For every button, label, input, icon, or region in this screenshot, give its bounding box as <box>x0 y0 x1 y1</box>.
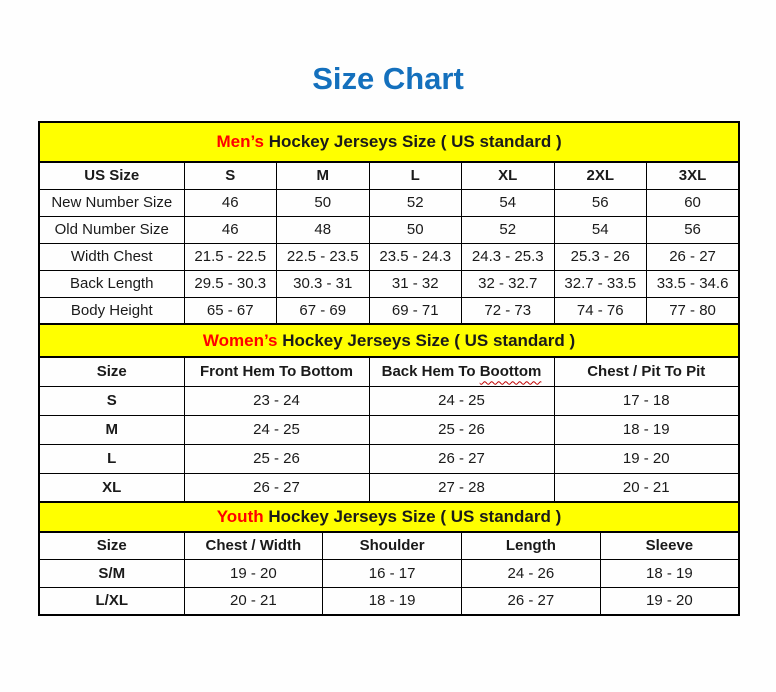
table-cell: 72 - 73 <box>462 297 555 324</box>
table-row <box>39 415 739 444</box>
table-cell: 21.5 - 22.5 <box>184 243 277 270</box>
youth-banner-text: Hockey Jerseys Size ( US standard ) <box>263 507 562 526</box>
table-row <box>39 243 739 270</box>
column-header: Front Hem To Bottom <box>184 357 369 386</box>
table-cell: 18 - 19 <box>600 559 739 587</box>
page-title: Size Chart <box>312 61 464 96</box>
table-cell: 65 - 67 <box>184 297 277 324</box>
row-label: XL <box>39 473 184 502</box>
womens-header-row <box>39 357 739 386</box>
column-header: L <box>369 162 462 189</box>
table-cell: 30.3 - 31 <box>277 270 370 297</box>
table-cell: 74 - 76 <box>554 297 647 324</box>
column-header: Chest / Pit To Pit <box>554 357 739 386</box>
table-cell: 18 - 19 <box>554 415 739 444</box>
table-cell: 29.5 - 30.3 <box>184 270 277 297</box>
womens-size-table <box>38 323 740 503</box>
table-row <box>39 559 739 587</box>
mens-banner-text: Hockey Jerseys Size ( US standard ) <box>264 132 562 151</box>
table-cell: 23.5 - 24.3 <box>369 243 462 270</box>
table-cell: 26 - 27 <box>462 587 601 615</box>
table-cell: 26 - 27 <box>647 243 740 270</box>
column-header: US Size <box>39 162 184 189</box>
table-row <box>39 587 739 615</box>
table-cell: 54 <box>554 216 647 243</box>
table-row <box>39 473 739 502</box>
table-cell: 18 - 19 <box>323 587 462 615</box>
table-row <box>39 386 739 415</box>
column-header-misspelled <box>369 357 554 386</box>
table-row <box>39 270 739 297</box>
table-cell: 26 - 27 <box>369 444 554 473</box>
table-cell: 56 <box>647 216 740 243</box>
table-row <box>39 189 739 216</box>
row-label: Width Chest <box>39 243 184 270</box>
table-cell: 25.3 - 26 <box>554 243 647 270</box>
column-header: Size <box>39 532 184 559</box>
youth-table-banner <box>39 502 739 532</box>
table-cell: 56 <box>554 189 647 216</box>
column-header: Chest / Width <box>184 532 323 559</box>
mens-banner-highlight: Men’s <box>216 132 264 151</box>
table-cell: 60 <box>647 189 740 216</box>
table-cell: 50 <box>277 189 370 216</box>
table-cell: 32.7 - 33.5 <box>554 270 647 297</box>
back-hem-label-prefix: Back Hem To <box>381 363 480 381</box>
mens-banner-cell <box>39 122 739 162</box>
back-hem-label-misspelled-word: Boottom <box>479 363 542 381</box>
table-cell: 23 - 24 <box>184 386 369 415</box>
table-cell: 33.5 - 34.6 <box>647 270 740 297</box>
womens-table-banner <box>39 324 739 357</box>
womens-banner-cell <box>39 324 739 357</box>
row-label: L/XL <box>39 587 184 615</box>
table-row <box>39 444 739 473</box>
column-header: Sleeve <box>600 532 739 559</box>
size-tables <box>38 121 738 616</box>
row-label: Body Height <box>39 297 184 324</box>
table-cell: 19 - 20 <box>184 559 323 587</box>
table-cell: 46 <box>184 216 277 243</box>
row-label: New Number Size <box>39 189 184 216</box>
youth-header-row <box>39 532 739 559</box>
column-header: S <box>184 162 277 189</box>
table-cell: 16 - 17 <box>323 559 462 587</box>
table-cell: 19 - 20 <box>554 444 739 473</box>
table-cell: 19 - 20 <box>600 587 739 615</box>
row-label: M <box>39 415 184 444</box>
row-label: Back Length <box>39 270 184 297</box>
table-cell: 46 <box>184 189 277 216</box>
table-cell: 17 - 18 <box>554 386 739 415</box>
table-cell: 22.5 - 23.5 <box>277 243 370 270</box>
table-cell: 27 - 28 <box>369 473 554 502</box>
youth-banner-highlight: Youth <box>216 507 264 526</box>
womens-banner-highlight: Women’s <box>202 330 278 350</box>
table-cell: 31 - 32 <box>369 270 462 297</box>
column-header: Size <box>39 357 184 386</box>
table-cell: 52 <box>369 189 462 216</box>
mens-size-table <box>38 121 740 325</box>
mens-table-banner <box>39 122 739 162</box>
table-cell: 24.3 - 25.3 <box>462 243 555 270</box>
column-header: 3XL <box>647 162 740 189</box>
column-header: 2XL <box>554 162 647 189</box>
womens-banner-text: Hockey Jerseys Size ( US standard ) <box>277 330 576 350</box>
table-cell: 24 - 26 <box>462 559 601 587</box>
column-header: Shoulder <box>323 532 462 559</box>
table-cell: 67 - 69 <box>277 297 370 324</box>
table-cell: 69 - 71 <box>369 297 462 324</box>
table-cell: 77 - 80 <box>647 297 740 324</box>
column-header: M <box>277 162 370 189</box>
table-cell: 25 - 26 <box>184 444 369 473</box>
table-cell: 24 - 25 <box>369 386 554 415</box>
column-header: XL <box>462 162 555 189</box>
table-cell: 48 <box>277 216 370 243</box>
table-cell: 24 - 25 <box>184 415 369 444</box>
table-cell: 20 - 21 <box>554 473 739 502</box>
youth-size-table <box>38 501 740 616</box>
row-label: L <box>39 444 184 473</box>
row-label: S/M <box>39 559 184 587</box>
table-cell: 20 - 21 <box>184 587 323 615</box>
youth-banner-cell <box>39 502 739 532</box>
row-label: S <box>39 386 184 415</box>
column-header: Length <box>462 532 601 559</box>
table-row <box>39 297 739 324</box>
table-cell: 52 <box>462 216 555 243</box>
table-cell: 54 <box>462 189 555 216</box>
row-label: Old Number Size <box>39 216 184 243</box>
table-cell: 32 - 32.7 <box>462 270 555 297</box>
table-cell: 26 - 27 <box>184 473 369 502</box>
table-cell: 50 <box>369 216 462 243</box>
table-cell: 25 - 26 <box>369 415 554 444</box>
mens-header-row <box>39 162 739 189</box>
table-row <box>39 216 739 243</box>
